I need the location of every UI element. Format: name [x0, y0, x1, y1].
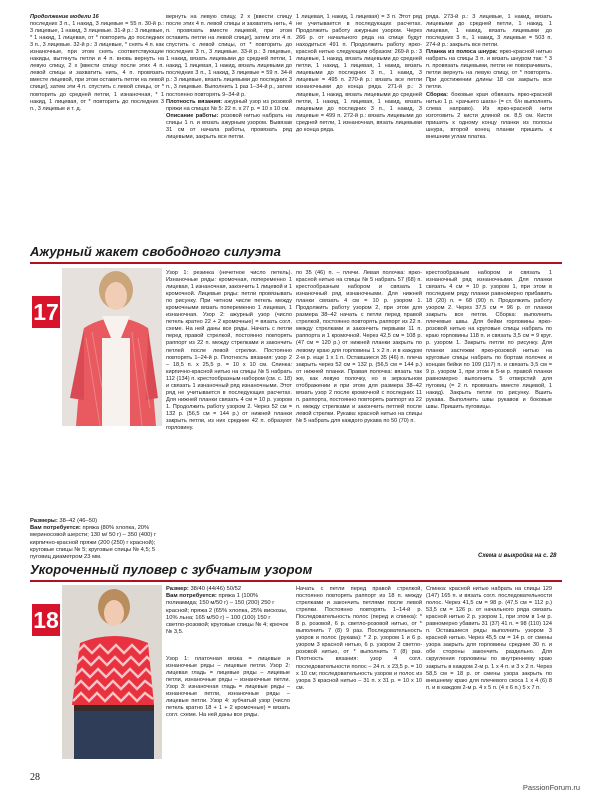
- model-18-title: Укороченный пуловер с зубчатым узором: [30, 562, 313, 577]
- size-value-17: 38–42 (46–50): [59, 518, 98, 524]
- model-17-text-1: Узор 1: резинка (нечетное число петель). Изнаночные ряды: кромочная, попеременно 1 лицевая, 1 изнаночная, закончить 1 лицевой и 1 кромочной. Лицевые ряды: петли провязывать по рисунку. При четном числе петель между кромочными вязать попеременно 1 лицевая, 1 изнаночная. Узор 2: ажурный узор (число петель кратно 22 + 2 кромочные) = вязать согл. схеме. На ней даны все ряды. Начать с петли перед правой стрелкой, постоянно повторять раппорт из 22 п. между стрелками и закончить петлей после левой стрелки. Постоянно повторять 1–24-й р. Плотность вязания: узор 2 – 18,5 п. х 25,5 р. = 10 х 10 см. Спинка: кирпично-красной нитью на спицы № 5 набрать 112 (134) п. крестообразным набором (см. с. 18) и связать 1 изнаночный ряд изнаночными. Этот ряд не учитывается в последующих расчетах. Для нижней планки связать 4 см = 10 р. узором 1. Продолжить работу узором 2. Через 52 см = 132 р. (56,5 см = 144 р.) от нижней планки закрыть петли, из них средние 42 п. образуют горловину.: [166, 270, 292, 432]
- model-17-column-3: [426, 270, 552, 544]
- continuation-column-4: [426, 14, 552, 224]
- model-18-title-rule: [30, 580, 562, 582]
- model-18-text-2: Начать с петли перед правой стрелкой, постоянно повторять раппорт из 18 п. между стрелками и закончить петлями после левой стрелки. Постоянно повторять 1–14-й р. Последовательность полос (перед и спинка): * 8 р. розовой, 6 р. светло-розовой нитью, от * выполнить 7 (8) 9 раз. Последовательность узоров и полос (рукава): * 2 р. узором 1 и 6 р. узором 3 красной нитью, 6 р. узором 2 светло-розовой нитью, от * выполнить 7 (8) раз. Плотность вязания: узор 4 согл. последовательности полос – 24 п. х 23,5 р. = 10 х 10 см; последовательность узоров и полос из узора 3 красной нитью – 31 п. х 31 р. = 10 х 10 см.: [296, 586, 422, 691]
- page-number: 28: [30, 772, 40, 783]
- materials-17: пряжа (80% хлопка, 20% мериносовой шерсти; 130 м/ 50 г) – 350 (400) г кирпично-красной пряжи (200 (250) г красной); круговые спицы № 5; круговые спицы № 4,5; 5 пуговиц диаметром 23 мм.: [30, 525, 157, 561]
- size-label-18: Размер:: [166, 586, 189, 592]
- model-18-photo: [62, 585, 162, 759]
- cord-text: ярко-красной нитью набрать на спицы 3 п. и вязать шнуром так: * 3 п. провязать лицевыми, петли не поворачивать, петли вернуть на левую спицу, от * повторять. При достижении длины 18 см закрыть все петли.: [426, 49, 552, 91]
- model-17-text-3: крестообразным набором и связать 1 изнаночный ряд изнаночными. Для планки связать 4 см = 10 р. узором 1, при этом в последнем ряду планки равномерно прибавить 18 (20) п. = 68 (90) п. Продолжить работу узором 2. Через 37,5 см = 96 р. от планки закрыть все петли. Сборка: выполнить плечевые швы. Для бейки горловины ярко-розовой нитью на круговые спицы набрать по краю горловины 118 п. и связать 3,5 см = 9 круг. р. узором 1. Закрыть петли по рисунку. Для планки застежки ярко-розовой нитью на круговые спицы набрать по бортам полочек и концам бейки по 109 (117) п. и связать 3,5 см = 9 р. узором 1, при этом в 5-м р. правой планки равномерно выполнить 5 отверстий для пуговиц (= 2 п. провязать вместе лицевой, 1 накид). Закрыть петли по рисунку. Вшить рукава. Выполнить швы рукавов и боковые швы. Пришить пуговицы.: [426, 270, 552, 410]
- continuation-text-4: ряда. 273-й р.: 3 лицевые, 1 накид, вязать лицевыми до средней петли, 1 накид, 1 лицевая, 1 накид, вязать лицевыми до последних 3 п., 1 накид, 3 лицевые = 503 п. 274-й р.: закрыть все петли.: [426, 14, 552, 49]
- model-17-text-2: по 35 (46) п. – плечи. Левая полочка: ярко-красной нитью на спицы № 5 набрать 57 (68) п. крестообразным набором и связать 1 изнаночный ряд изнаночными. Для нижней планки связать 4 см = 10 р. узором 1. Продолжить работу узором 2, при этом для размера 38–42 начать с петли перед правой стрелкой, постоянно повторять раппорт из 22 п. между стрелками и закончить первыми 11 п. раппорта и 1 кромочной. Через 42,5 см = 108 р. (47 см = 120 р.) от нижней планки закрыть по левому краю для горловины 1 х 2 п. и в каждом 2-м р. еще 1 х 1 п. Оставшиеся 35 (46) п. плеча закрыть через 52 см = 132 р. (56,5 см = 144 р.) от нижней планки. Правая полочка: вязать так же, как левую полочку, но в зеркальном отображении и при этом для размера 38–42 вязать узор 2 после кромочной с последних 11 п. раппорта, постоянно повторять раппорт из 22 п. между стрелками и закончить петлей после левой стрелки. Рукава: красной нитью на спицы № 5 набрать для каждого рукава по 50 (70) п.: [296, 270, 422, 424]
- model-18-column-1: [166, 656, 290, 762]
- size-value-18: 38/40 (44/46) 50/52: [190, 586, 242, 592]
- model-17-column-1: [166, 270, 292, 560]
- assembly-text: боковые края обвязать ярко-красной нитью 1 р. «рачьего шага» (= ст. б/н выполнять слева направо). Из ярко-красной нити изготовить 2 кисти длиной ок. 8,5 см. Кисти пришить к одному концу планки из полосы шнура, второй конец планки пришить к внешним углам платка.: [426, 91, 552, 140]
- site-watermark[interactable]: PassionForum.ru: [522, 783, 580, 792]
- materials-label-18: Вам потребуется:: [166, 593, 217, 600]
- model-17-title: Ажурный жакет свободного силуэта: [30, 244, 281, 259]
- model-18-specs: [166, 586, 290, 636]
- model-17-photo: [62, 268, 162, 426]
- continuation-heading: Продолжение модели 16: [30, 14, 99, 20]
- continuation-text-3: 1 лицевая, 1 накид, 1 лицевая) = 3 п. Этот ряд не учитывается в последующих расчетах. Продолжить работу ажурным узором. Через 266 р. от начального ряда на спице будут находиться 491 п. Продолжить работу ярко-красной нитью следующим образом: 269-й р.: 3 лицевые, 1 накид, вязать лицевыми до средней петли, 1 накид, 1 лицевая, 1 накид, вязать лицевыми до последних 3 п., 1 накид, 3 лицевые = 495 п. 270-й р.: вязать все петли изнаночными до конца ряда. 271-й р.: 3 лицевые, 1 накид, вязать лицевыми до средней петли, 1 накид, 1 лицевая, 1 накид, вязать лицевыми до последних 3 п., 1 накид, 3 лицевые = 499 п. 272-й р.: вязать лицевыми до средней петли, 1 изнаночная, вязать лицевыми до конца ряда.: [296, 14, 422, 133]
- model-17-reference: Схема и выкройка на с. 28: [478, 553, 557, 559]
- model-17-title-rule: [30, 262, 562, 264]
- materials-label-17: Вам потребуется:: [30, 525, 81, 532]
- model-17-badge: 17: [32, 296, 60, 328]
- continuation-text-2: вернуть на левую спицу, 2 х [ввести спицу после этих 4 п. левой спицы и захватить нить, 4 п. провязать вместе лицевой, при этом оставить петли на левой спице], затем эти 4 п. спустить с левой спицы, от * повторить до последних 3 п., 3 лицевые. 33-й р.: 3 лицевые, 1 накид, вязать лицевыми до средней петли, 1 накид, 1 лицевая, 1 накид, вязать лицевыми до последних 3 п., 1 накид, 3 лицевые = 59 п. 34-й р.: 3 лицевые, вязать лицевыми до последних 3 п., 3 лицевые. Выполнить 1 раз 1–34-й р., затем постоянно повторять 9–34-й р.: [166, 14, 292, 98]
- size-label-17: Размеры:: [30, 518, 58, 524]
- materials-18: пряжа 1 (100% полиамида; 150 м/50 г) – 150 (200) 250 г красной; пряжа 2 (65% хлопка, 25% вискозы, 10% льна; 165 м/50 г) – 100 (100) 150 г светло-розовой; круговые спицы № 4; крючок № 3,5.: [166, 593, 289, 636]
- continuation-column-2: [166, 14, 292, 224]
- continuation-text-1: последних 3 п., 1 накид, 3 лицевые = 55 п. 30-й р.: 3 лицевые, 1 накид, 3 лицевые. 31-й р.: 3 лицевые, * 1 накид, 1 лицевая, от * повторить до последних 3 п., 3 лицевые. 32-й р.: 3 лицевые, * снять 4 п. как изнаночные, при этом снять соответствующие накиды, вытянуть петли и 4 п. вновь вернуть на левую спицу, 2 х [ввести спицу после этих 4 п. левой спицы и захватить нить, 4 п. провязать вместе лицевой, при этом оставить петли на левой спице], затем эти 4 п. спустить с левой спицы, от * повторить до средней петли, 1 изнаночная, * 1 накид, 1 лицевая, от * повторить до последних 3 п., 3 лицевые и т. д.: [30, 21, 164, 112]
- model-17-specs: [30, 518, 162, 561]
- model-18-column-2: [296, 586, 422, 762]
- model-18-column-3: [426, 586, 552, 762]
- model-18-text-3: Спинка: красной нитью набрать на спицы 129 (147) 165 п. и вязать согл. последовательности полос. Через 41,5 см = 98 р. (47,5 см = 112 р.) 53,5 см = 126 р. от начального ряда связать красной нитью 2 р. узором 1, при этом в 1-м р. равномерно убавить 31 (37) 41 п. = 98 (110) 124 п. Оставшиеся ряды выполнить узором 3 красной нитью. Через 45,5 см = 14 р. от смены узора закрыть для горловины средние 30 п. и обе стороны закончить раздельно. Для скругления горловины по внутреннему краю закрыть в каждом 2-м р. 1 х 4 п. и 3 х 2 п. Через 58,5 см = 18 р. от смены узора закрыть по внешнему краю для плечевого скоса 1 х 4 (6) 8 п. и в каждом 2-м р. 4 х 5 п. (4 х 6 п.) 5 х 7 п.: [426, 586, 552, 691]
- continuation-column-1: [30, 14, 164, 113]
- assembly-heading: Сборка:: [426, 91, 449, 98]
- model-18-badge: 18: [32, 604, 60, 636]
- density-text: ажурный узор из розовой пряжи на спицах № 5: 22 п. х 27 р. = 10 х 10 см.: [166, 98, 292, 112]
- continuation-column-3: [296, 14, 422, 224]
- model-18-text-1: Узор 1: платочная вязка = лицевые и изнаночные ряды – лицевые петли. Узор 2: лицевая гладь = лицевые ряды – лицевые петли, изнаночные ряды – изнаночные петли. Узор 3: изнаночная гладь = лицевые ряды – изнаночные петли, изнаночные ряды – лицевые петли. Узор 4: зубчатый узор (число петель кратно 18 + 1 + 2 кромочные) = вязать согл. схеме. На ней даны все ряды.: [166, 656, 290, 719]
- model-17-column-2: [296, 270, 422, 560]
- work-description-heading: Описание работы:: [166, 112, 219, 119]
- work-description-text: розовой нитью набрать на спицы 1 п. и вязать ажурным узором. Вывязав 31 см от начала работы, провязать ряд лицевыми, закрыть все петли.: [166, 112, 292, 140]
- cord-heading: Планка из полоса шнура:: [426, 49, 498, 56]
- density-heading: Плотность вязания:: [166, 98, 223, 105]
